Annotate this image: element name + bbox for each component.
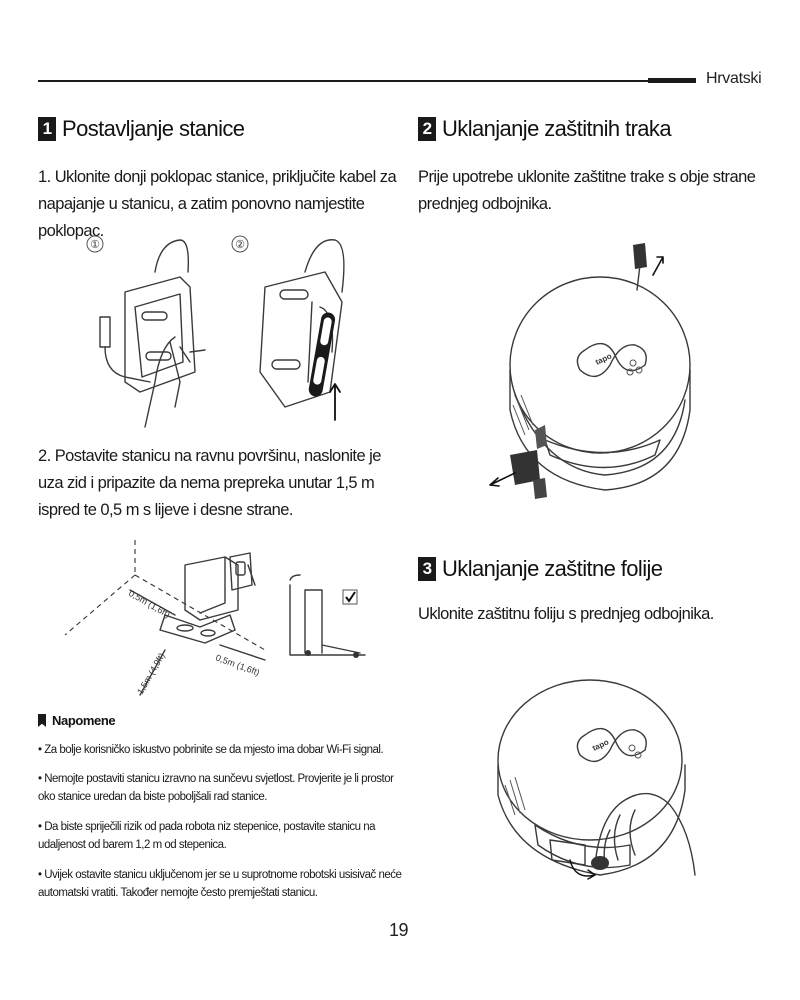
section-3-heading xyxy=(418,556,662,582)
section-title: Uklanjanje zaštitne folije xyxy=(442,556,663,581)
header-rule-accent xyxy=(648,78,696,83)
bookmark-icon xyxy=(38,714,46,727)
callout-1: ① xyxy=(90,239,100,251)
section-2-heading xyxy=(418,116,671,142)
note-item: • Uvijek ostavite stanicu uključenom jer se u suprotnome robotski usisivač neće automatski vratiti. Također nemojte često premještati stanicu. xyxy=(38,869,402,899)
station-cover-illustration xyxy=(80,232,370,432)
dim-front-label: 1,5m (4,9ft) xyxy=(135,651,167,696)
step-1-text: 1. Uklonite donji poklopac stanice, priključite kabel za napajanje u stanicu, a zatim ponovno namjestite poklopac. xyxy=(38,168,397,240)
notes-title: Napomene xyxy=(38,713,115,728)
section-title: Uklanjanje zaštitnih traka xyxy=(442,116,671,141)
header-rule xyxy=(38,80,648,82)
section-number: 1 xyxy=(38,117,56,141)
section-number: 3 xyxy=(418,557,436,581)
robot-tape-illustration xyxy=(485,235,705,505)
note-item: • Za bolje korisničko iskustvo pobrinite se da mjesto ima dobar Wi-Fi signal. xyxy=(38,744,384,756)
callout-2: ② xyxy=(235,239,245,251)
section-title: Postavljanje stanice xyxy=(62,116,245,141)
robot-film-illustration xyxy=(490,665,705,895)
note-item: • Nemojte postaviti stanicu izravno na sunčevu svjetlost. Provjerite je li prostor oko stanice uredan da biste poboljšali rad stanice. xyxy=(38,773,394,803)
section-1-heading xyxy=(38,116,244,142)
language-label: Hrvatski xyxy=(706,70,762,87)
step-2-text: 2. Postavite stanicu na ravnu površinu, naslonite je uza zid i pripazite da nema prepreka unutar 1,5 m ispred te 0,5 m s lijeve i desne strane. xyxy=(38,447,381,519)
page-number: 19 xyxy=(389,920,409,940)
section-number: 2 xyxy=(418,117,436,141)
station-placement-diagram xyxy=(60,535,400,705)
dim-left-label: 0,5m (1,6ft) xyxy=(127,588,172,620)
note-item: • Da biste spriječili rizik od pada robota niz stepenice, postavite stanicu na udaljenost od barem 1,2 m od stepenica. xyxy=(38,821,376,851)
dim-right-label: 0,5m (1,6ft) xyxy=(214,652,261,678)
robot-logo-text: tapo xyxy=(594,351,614,367)
section-2-text: Prije upotrebe uklonite zaštitne trake s obje strane prednjeg odbojnika. xyxy=(418,168,756,213)
robot-logo-text: tapo xyxy=(591,737,611,753)
section-3-text: Uklonite zaštitnu foliju s prednjeg odbojnika. xyxy=(418,605,714,623)
